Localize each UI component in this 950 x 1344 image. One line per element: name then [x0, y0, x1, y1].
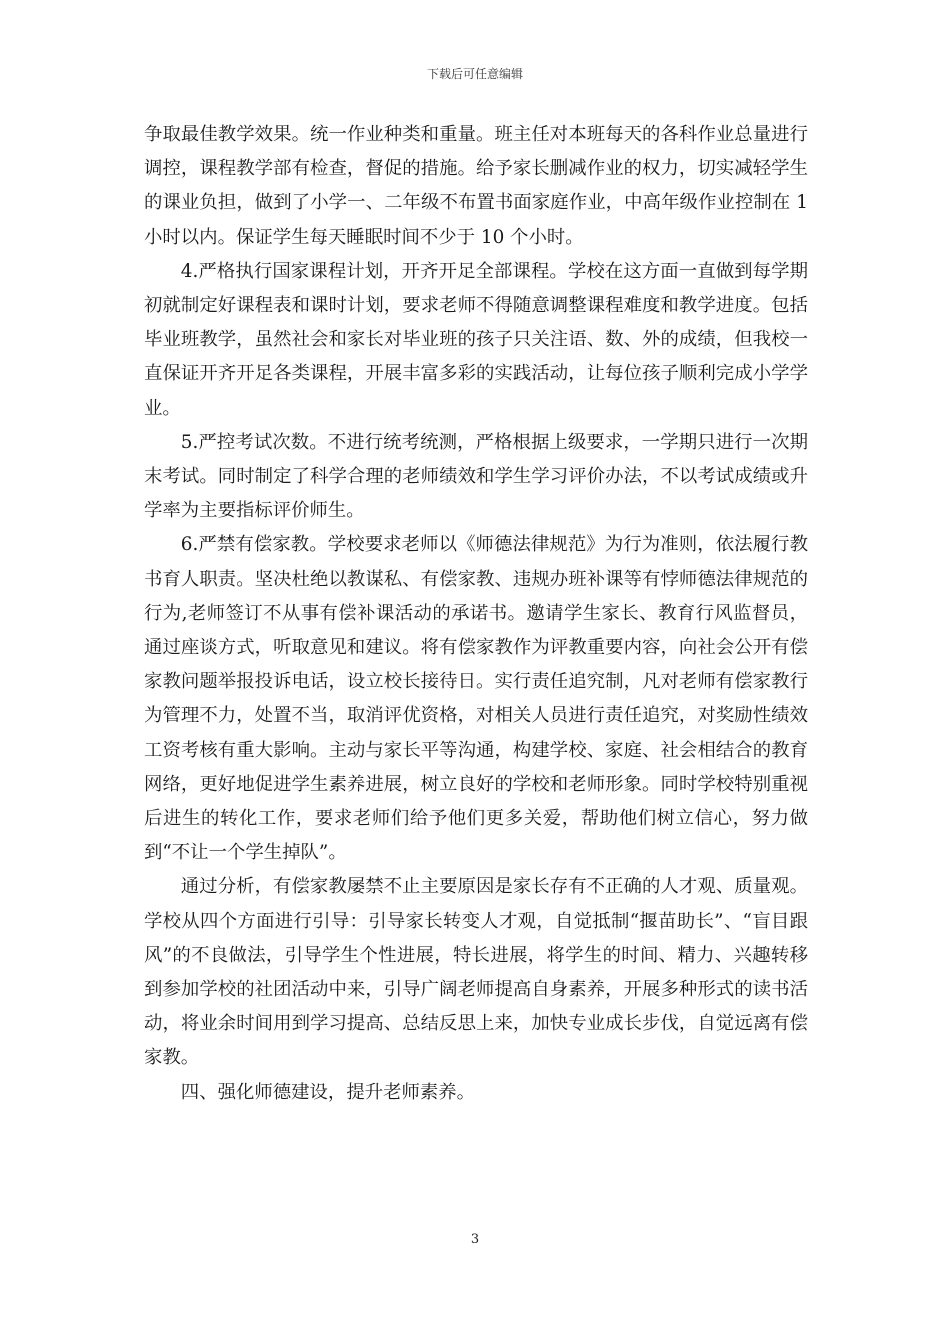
paragraph-item-5: 5.严控考试次数。不进行统考统测，严格根据上级要求，一学期只进行一次期末考试。同时制定了科学合理的老师绩效和学生学习评价办法，不以考试成绩或升学率为主要指标评价师生。: [144, 431, 808, 522]
paragraph-item-6: 6.严禁有偿家教。学校要求老师以《师德法律规范》为行为准则，依法履行教书育人职责。坚决杜绝以教谋私、有偿家教、违规办班补课等有悖师德法律规范的行为,老师签订不从事有偿补课活动的承诺书。邀请学生家长、教育行风监督员，通过座谈方式，听取意见和建议。将有偿家教作为评教重要内容，向社会公开有偿家教问题举报投诉电话，设立校长接待日。实行责任追究制，凡对老师有偿家教行为管理不力，处置不当，取消评优资格，对相关人员进行责任追究，对奖励性绩效工资考核有重大影响。主动与家长平等沟通，构建学校、家庭、社会相结合的教育网络，更好地促进学生素养进展，树立良好的学校和老师形象。同时学校特别重视后进生的转化工作，要求老师们给予他们更多关爱，帮助他们树立信心，努力做到“不让一个学生掉队”。: [144, 534, 808, 864]
paragraph-analysis: 通过分析，有偿家教屡禁不止主要原因是家长存有不正确的人才观、质量观。学校从四个方面进行引导：引导家长转变人才观，自觉抵制“揠苗助长”、“盲目跟风”的不良做法，引导学生个性进展，特长进展，将学生的时间、精力、兴趣转移到参加学校的社团活动中来，引导广阔老师提高自身素养，开展多种形式的读书活动，将业余时间用到学习提高、总结反思上来，加快专业成长步伐，自觉远离有偿家教。: [144, 876, 808, 1069]
page-header: 下载后可任意编辑: [426, 67, 523, 81]
paragraph-continued: 争取最佳教学效果。统一作业种类和重量。班主任对本班每天的各科作业总量进行调控，课程教学部有检查，督促的措施。给予家长删减作业的权力，切实减轻学生的课业负担，做到了小学一、二年级不布置书面家庭作业，中高年级作业控制在 1 小时以内。保证学生每天睡眠时间不少于 10 个小时。: [144, 124, 808, 248]
page-number: 3: [470, 1232, 480, 1247]
paragraph-item-4: 4.严格执行国家课程计划，开齐开足全部课程。学校在这方面一直做到每学期初就制定好课程表和课时计划，要求老师不得随意调整课程难度和教学进度。包括毕业班教学，虽然社会和家长对毕业班的孩子只关注语、数、外的成绩，但我校一直保证开齐开足各类课程，开展丰富多彩的实践活动，让每位孩子顺利完成小学学业。: [144, 260, 808, 419]
section-heading: 四、强化师德建设，提升老师素养。: [180, 1081, 476, 1103]
document-body: [144, 118, 808, 1110]
